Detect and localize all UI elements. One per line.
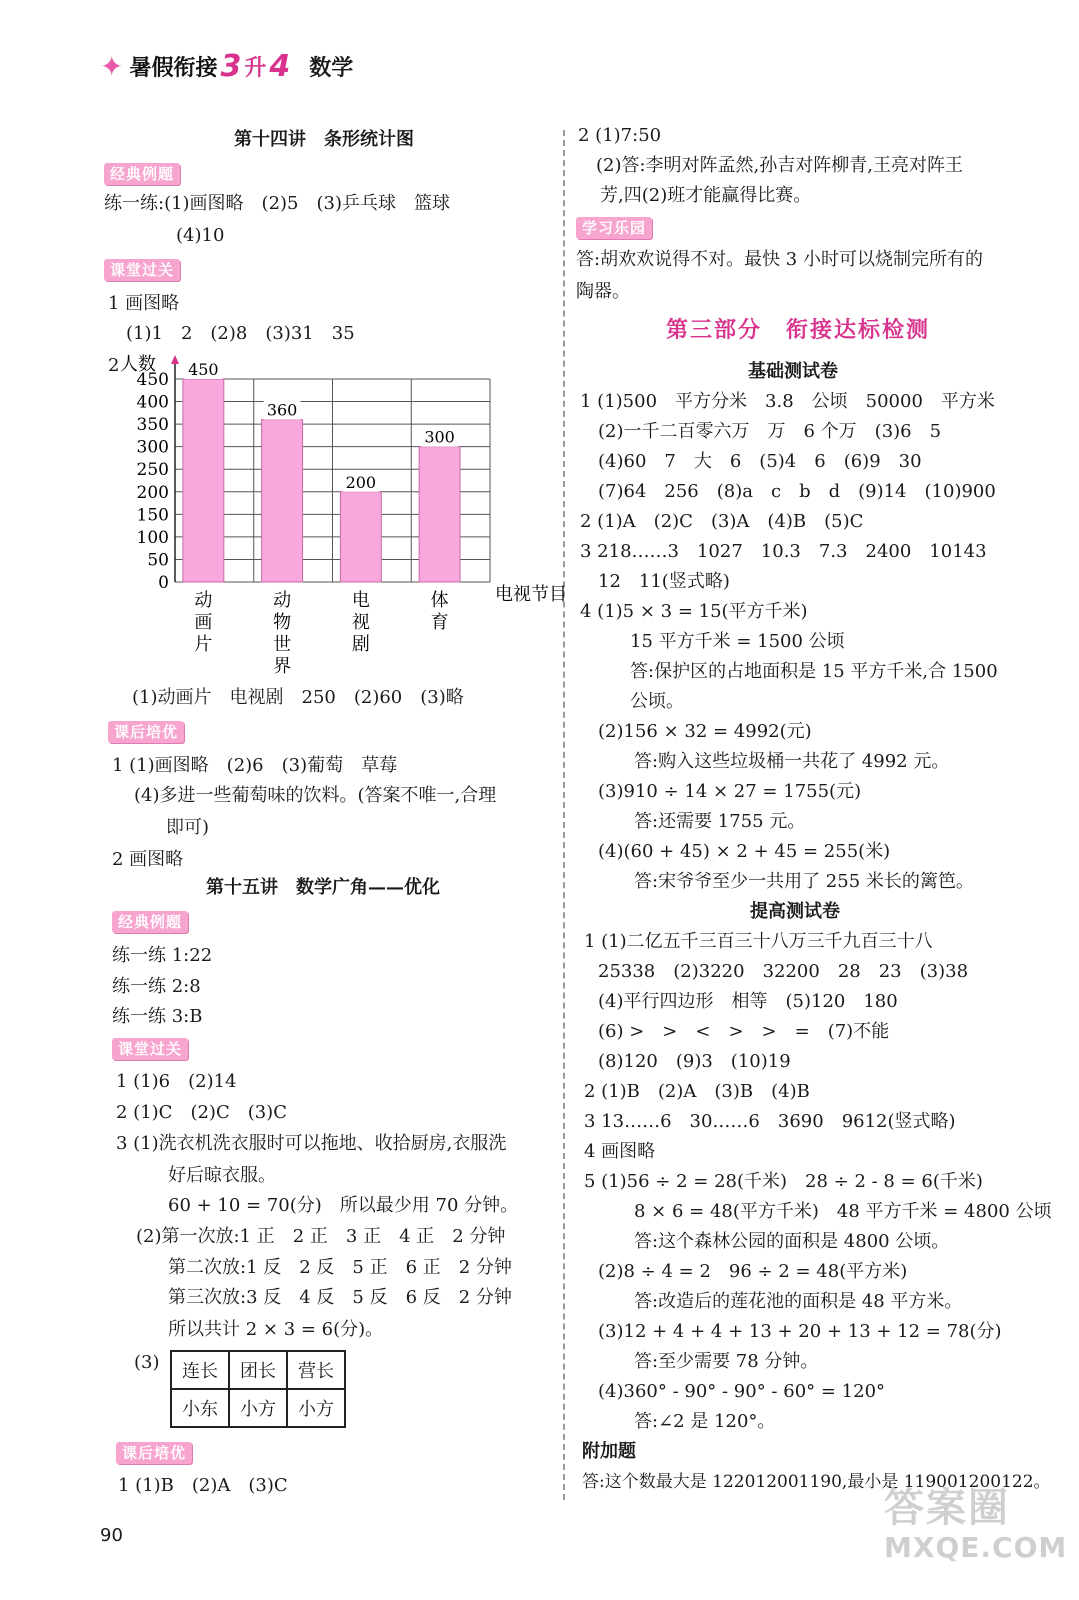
basic-test-title: 基础测试卷 xyxy=(748,361,838,382)
line: 3 218……3 1027 10.3 7.3 2400 10143 xyxy=(580,541,987,562)
line: 答:∠2 是 120°。 xyxy=(634,1411,776,1432)
column-divider xyxy=(563,130,565,1500)
line: 4 (1)5 × 3 = 15(平方千米) xyxy=(580,601,808,622)
lecture-15-title: 第十五讲 数学广角——优化 xyxy=(206,877,440,898)
line: (3)910 ÷ 14 × 27 = 1755(元) xyxy=(598,781,862,802)
watermark xyxy=(884,1484,1067,1564)
line: 答:至少需要 78 分钟。 xyxy=(634,1351,819,1372)
grade-arrow: 升 xyxy=(244,55,267,81)
line: 答:胡欢欢说得不对。最快 3 小时可以烧制完所有的 xyxy=(576,249,983,270)
table-cell: 小方 xyxy=(229,1389,287,1427)
x-tick-label: 世 xyxy=(273,634,292,655)
line: (2)156 × 32 = 4992(元) xyxy=(598,721,812,742)
data-label: 450 xyxy=(188,360,219,379)
y-tick-label: 100 xyxy=(136,527,169,548)
x-tick-label: 电 xyxy=(351,590,370,611)
line: (3) xyxy=(134,1352,160,1373)
tag-class-check: 课堂过关 xyxy=(104,259,180,281)
tag-after-class: 课后培优 xyxy=(108,721,184,743)
x-axis-label: 电视节目 xyxy=(495,584,567,605)
line: 12 11(竖式略) xyxy=(598,571,730,592)
book-header xyxy=(100,44,353,88)
x-tick-label: 体 xyxy=(430,590,449,611)
part-3-title: 第三部分 衔接达标检测 xyxy=(666,317,931,343)
y-tick-label: 50 xyxy=(147,550,169,571)
line: 2 (1)7:50 xyxy=(578,125,662,146)
table-cell: 小东 xyxy=(171,1389,229,1427)
line: 1 (1)6 (2)14 xyxy=(116,1071,237,1092)
y-tick-label: 200 xyxy=(136,482,169,503)
line: 8 × 6 = 48(平方千米) 48 平方千米 = 4800 公顷 xyxy=(634,1201,1052,1222)
line: 1 (1)500 平方分米 3.8 公顷 50000 平方米 xyxy=(580,391,995,412)
line: (2)8 ÷ 4 = 2 96 ÷ 2 = 48(平方米) xyxy=(598,1261,908,1282)
y-axis-label: 人数 xyxy=(120,354,156,375)
table-cell: 营长 xyxy=(287,1351,345,1389)
line: 答:还需要 1755 元。 xyxy=(634,811,806,832)
line: (4)平行四边形 相等 (5)120 180 xyxy=(598,991,898,1012)
line: (1)动画片 电视剧 250 (2)60 (3)略 xyxy=(132,687,464,708)
watermark-text: 答案圈 xyxy=(884,1485,1010,1531)
x-tick-label: 片 xyxy=(194,634,213,655)
line: 练一练 3:B xyxy=(112,1006,203,1027)
line: 2 xyxy=(108,355,120,376)
line: 即可) xyxy=(166,817,210,838)
line: (4)360° - 90° - 90° - 60° = 120° xyxy=(598,1381,886,1402)
line: 2 (1)B (2)A (3)B (4)B xyxy=(584,1081,810,1102)
line: 4 画图略 xyxy=(584,1141,656,1162)
grade-to: 4 xyxy=(269,48,291,84)
line: 5 (1)56 ÷ 2 = 28(千米) 28 ÷ 2 - 8 = 6(千米) xyxy=(584,1171,983,1192)
y-tick-label: 150 xyxy=(136,505,169,526)
x-tick-label: 剧 xyxy=(351,634,370,655)
line: 答:保护区的占地面积是 15 平方千米,合 1500 xyxy=(630,661,998,682)
tag-class-check: 课堂过关 xyxy=(112,1038,188,1060)
subject: 数学 xyxy=(309,55,354,81)
watermark-url: MXQE.COM xyxy=(884,1531,1068,1564)
line: 练一练 2:8 xyxy=(112,976,201,997)
line: (2)第一次放:1 正 2 正 3 正 4 正 2 分钟 xyxy=(136,1226,506,1247)
table-cell: 团长 xyxy=(229,1351,287,1389)
line: 第三次放:3 反 4 反 5 反 6 反 2 分钟 xyxy=(168,1287,512,1308)
x-tick-label: 界 xyxy=(273,656,292,677)
line: (8)120 (9)3 (10)19 xyxy=(598,1051,791,1072)
bar xyxy=(340,492,381,582)
table-cell: 小方 xyxy=(287,1389,345,1427)
data-label: 200 xyxy=(345,472,377,492)
x-tick-label: 画 xyxy=(194,612,213,633)
extra-question-title: 附加题 xyxy=(582,1441,636,1462)
x-tick-label: 视 xyxy=(351,612,370,633)
line: 15 平方千米 = 1500 公顷 xyxy=(630,631,845,652)
y-tick-label: 250 xyxy=(136,460,169,481)
bar xyxy=(262,420,303,582)
line: (3)12 + 4 + 4 + 13 + 20 + 13 + 12 = 78(分) xyxy=(598,1321,1002,1342)
bar-chart xyxy=(100,352,567,682)
tag-classic-examples: 经典例题 xyxy=(112,911,188,933)
line: 练一练:(1)画图略 (2)5 (3)乒乓球 篮球 xyxy=(104,193,451,214)
line: 答:改造后的莲花池的面积是 48 平方米。 xyxy=(634,1291,963,1312)
line: 公顷。 xyxy=(630,691,684,712)
line: 好后晾衣服。 xyxy=(168,1165,276,1186)
x-tick-label: 动 xyxy=(273,590,292,611)
line: 第二次放:1 反 2 反 5 正 6 正 2 分钟 xyxy=(168,1257,512,1278)
line: 答:这个森林公园的面积是 4800 公顷。 xyxy=(634,1231,950,1252)
x-tick-label: 物 xyxy=(273,612,292,633)
lecture-14-title: 第十四讲 条形统计图 xyxy=(234,129,414,150)
y-tick-label: 300 xyxy=(136,437,169,458)
tag-after-class: 课后培优 xyxy=(116,1442,192,1464)
data-label: 300 xyxy=(424,427,455,447)
x-tick-label: 育 xyxy=(430,612,449,633)
line: 1 (1)B (2)A (3)C xyxy=(118,1475,288,1496)
line: 答:宋爷爷至少一共用了 255 米长的篱笆。 xyxy=(634,871,974,892)
y-axis-arrow-icon xyxy=(171,355,179,364)
line: (7)64 256 (8)a c b d (9)14 (10)900 xyxy=(598,481,996,502)
book-title: 暑假衔接 xyxy=(129,55,218,81)
y-tick-label: 350 xyxy=(136,415,169,436)
tag-classic-examples: 经典例题 xyxy=(104,163,180,185)
line: 2 (1)C (2)C (3)C xyxy=(116,1102,287,1123)
line: 60 + 10 = 70(分) 所以最少用 70 分钟。 xyxy=(168,1195,519,1216)
line: 答:购入这些垃圾桶一共花了 4992 元。 xyxy=(634,751,950,772)
line: 所以共计 2 × 3 = 6(分)。 xyxy=(168,1319,384,1340)
grade-from: 3 xyxy=(220,48,242,84)
line: (4)10 xyxy=(176,225,225,246)
line: (6) > > < > > = (7)不能 xyxy=(598,1021,890,1042)
line: 1 画图略 xyxy=(108,293,180,314)
bar xyxy=(183,379,224,582)
bar xyxy=(419,447,460,582)
assignment-table xyxy=(170,1350,346,1428)
line: (4)(60 + 45) × 2 + 45 = 255(米) xyxy=(598,841,891,862)
line: (1)1 2 (2)8 (3)31 35 xyxy=(126,323,355,344)
line: 3 (1)洗衣机洗衣服时可以拖地、收拾厨房,衣服洗 xyxy=(116,1133,507,1154)
page-number: 90 xyxy=(100,1525,123,1546)
line: 陶器。 xyxy=(576,281,630,302)
y-tick-label: 0 xyxy=(158,573,169,593)
line: 芳,四(2)班才能赢得比赛。 xyxy=(600,185,812,206)
line: 1 (1)画图略 (2)6 (3)葡萄 草莓 xyxy=(112,755,398,776)
line: (2)答:李明对阵孟然,孙吉对阵柳青,王亮对阵王 xyxy=(596,155,964,176)
line: 答:这个数最大是 122012001190,最小是 119001200122。 xyxy=(582,1472,1051,1492)
line: (2)一千二百零六万 万 6 个万 (3)6 5 xyxy=(598,421,942,442)
tag-learning-park: 学习乐园 xyxy=(576,217,652,239)
y-tick-label: 450 xyxy=(136,370,169,390)
table-cell: 连长 xyxy=(171,1351,229,1389)
data-label: 360 xyxy=(266,400,298,420)
line: 练一练 1:22 xyxy=(112,945,213,966)
x-tick-label: 动 xyxy=(194,590,213,611)
line: 25338 (2)3220 32200 28 23 (3)38 xyxy=(598,961,969,982)
star-icon: ✦ xyxy=(100,49,124,83)
line: 1 (1)二亿五千三百三十八万三千九百三十八 xyxy=(584,931,933,952)
line: 3 13……6 30……6 3690 9612(竖式略) xyxy=(584,1111,956,1132)
line: 2 (1)A (2)C (3)A (4)B (5)C xyxy=(580,511,864,532)
line: (4)多进一些葡萄味的饮料。(答案不唯一,合理 xyxy=(134,785,497,806)
line: 2 画图略 xyxy=(112,849,184,870)
advanced-test-title: 提高测试卷 xyxy=(750,901,840,922)
line: (4)60 7 大 6 (5)4 6 (6)9 30 xyxy=(598,451,922,472)
y-tick-label: 400 xyxy=(136,392,169,413)
